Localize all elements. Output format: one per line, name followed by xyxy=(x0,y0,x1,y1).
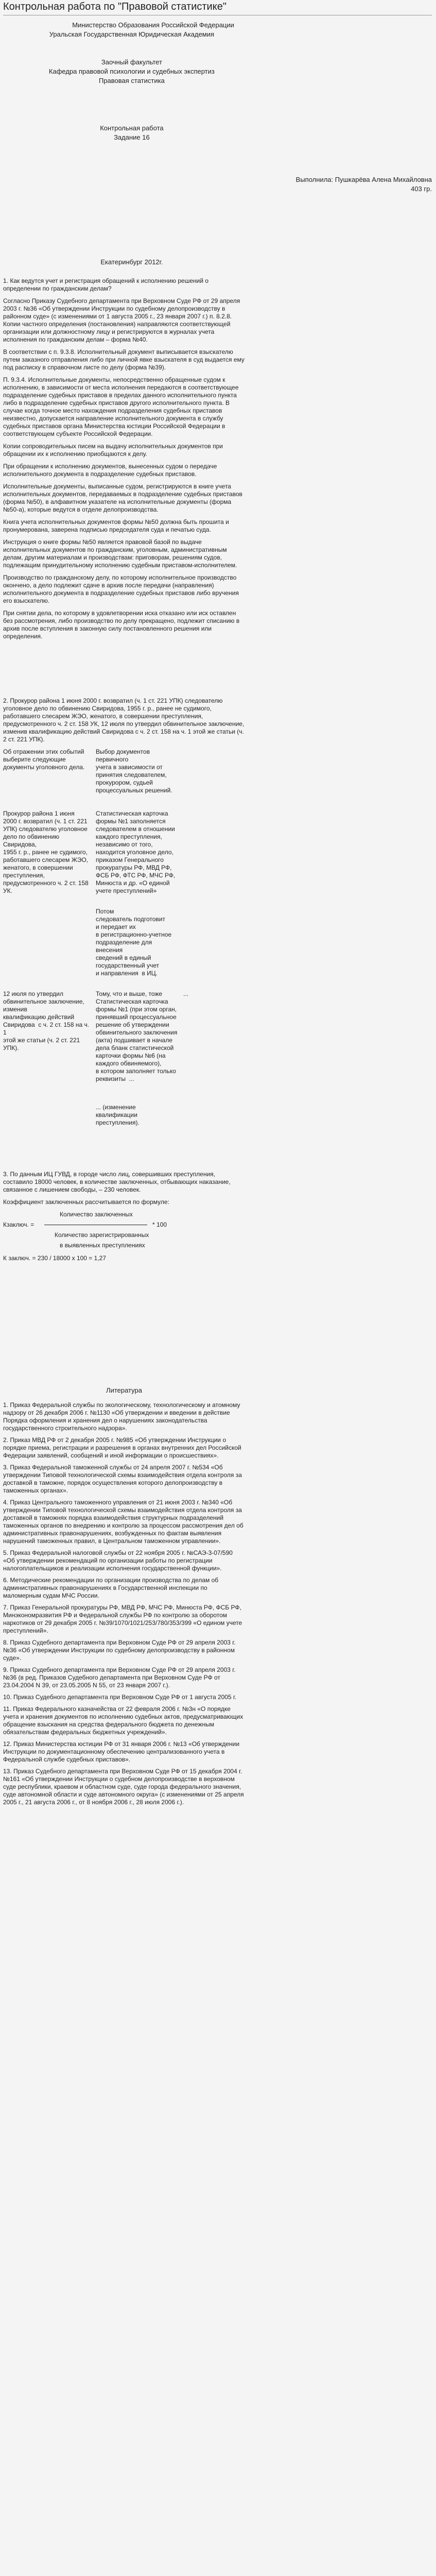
city-year: Екатеринбург 2012г. xyxy=(100,258,163,266)
reference-item: 11. Приказ Федерального казначейства от 22 февраля 2006 г. №3н «О порядке учета и хранения документов по исполнению судебных актов, предусматривающих обращение взыскания на средства федерального бюджета по денежным обязательствам федеральных бюджетных учреждений». xyxy=(3,1705,243,1736)
document-title: Контрольная работа по "Правовой статистике" xyxy=(3,1,226,12)
paragraph: Производство по гражданскому делу, по которому исполнительное производство окончено, а дело подлежит сдаче в архив после передачи (направления) исполнительного документа в подразделение судебных приставов либо вручения его взыскателю. xyxy=(3,574,239,604)
paragraph: Инструкция о книге формы №50 является правовой базой по выдаче исполнительных документов по гражданским, уголовным, административным делам, другим материалам и производствам: приговорам, решениям судов, подлежащим принудительному исполнению судебным приставом-исполнителем. xyxy=(3,538,237,569)
section-2-columns xyxy=(3,748,245,1140)
author-line: Выполнила: Пушкарёва Алена Михайловна xyxy=(295,176,432,183)
faculty-line: Заочный факультет xyxy=(101,58,162,66)
literature-section xyxy=(3,1386,245,1806)
department-line: Кафедра правовой психологии и судебных экспертиз xyxy=(48,67,215,75)
formula-result: К заключ. = 230 / 18000 x 100 = 1,27 xyxy=(3,1255,106,1262)
ministry-line: Министерство Образования Российской Федерации xyxy=(72,21,234,29)
paragraph: Копии сопроводительных писем на выдачу исполнительных документов при обращении их к исполнению приобщаются к делу. xyxy=(3,443,223,457)
reference-item: 6. Методические рекомендации по организации производства по делам об административных правонарушениях в Государственной инспекции по маломерным судам МЧС России. xyxy=(3,1577,219,1599)
column-bottom: ... (изменение квалификации преступления). xyxy=(96,1104,139,1126)
column-mid-3: Потом следователь подготовит и передает их в регистрационно-учетное подразделение для внесения сведений в единый государственный учет и направления в ИЦ. xyxy=(96,908,172,977)
academy-line: Уральская Государственная Юридическая Академия xyxy=(49,30,215,38)
reference-item: 5. Приказ Федеральной налоговой службы от 22 ноября 2005 г. №САЭ-3-07/590 «Об утверждении рекомендаций по организации работы по регистрации налогоплательщиков и реализации исполнения государственной функции». xyxy=(3,1549,233,1572)
column-mid-1: Выбор документов первичного учета в зависимости от принятия следователем, прокурором, судьей процессуальных решений. xyxy=(96,748,172,794)
literature-title: Литература xyxy=(106,1386,142,1394)
formula-denominator-2: в выявленных преступлениях xyxy=(60,1242,145,1249)
paragraph: При снятии дела, по которому в удовлетворении иска отказано или иск оставлен без рассмотрения, либо производство по делу прекращено, подлежит списанию в архив после вступления в законную силу постановленного решения или определения. xyxy=(3,609,240,640)
column-left-1: Об отражении этих событий выберите следующие документы уголовного дела. xyxy=(3,748,86,771)
work-line: Контрольная работа xyxy=(100,124,164,132)
title-page xyxy=(3,21,432,201)
formula xyxy=(3,1211,245,1267)
column-right-1: ... xyxy=(183,990,189,997)
column-left-2: Прокурор района 1 июня 2000 г. возвратил (ч. 1 ст. 221 УПК) следователю уголовное дело по обвинению Свиридова, 1955 г. р., ранее не судимого, работавшего слесарем ЖЭО, женатого, в совершении преступления, предусмотренного ч. 2 ст. 158 УК. xyxy=(3,810,89,894)
task-line: Задание 16 xyxy=(114,133,150,141)
section-1 xyxy=(3,277,245,640)
reference-item: 4. Приказ Центрального таможенного управления от 21 июня 2003 г. №340 «Об утверждении Типовой технологической схемы взаимодействия отдела контроля за доставкой в таможнях порядка взаимодействия структурных подразделений таможенных органов по внедрению и контролю за процессом рассмотрения дел об административных правонарушениях, возбужденных по фактам выявления нарушений таможенных правил, в Центральном таможенном управлении». xyxy=(3,1499,243,1545)
formula-multiplier: * 100 xyxy=(152,1221,167,1228)
column-left-3: 12 июля по утвердил обвинительное заключение, изменив квалификацию действий Свиридова с ч. 2 ст. 158 на ч. 1 этой же статьи (ч. 2 ст. 221 УПК). xyxy=(3,990,90,1052)
formula-numerator: Количество заключенных xyxy=(60,1211,133,1218)
reference-item: 12. Приказ Министерства юстиции РФ от 31 января 2006 г. №13 «Об утверждении Инструкции по документационному обеспечению централизованного учета в Федеральной службе судебных приставов». xyxy=(3,1740,240,1763)
paragraph: Книга учета исполнительных документов формы №50 должна быть прошита и пронумерована, заверена подписью председателя суда и печатью суда. xyxy=(3,518,229,533)
paragraph: В соответствии с п. 9.3.8. Исполнительный документ выписывается взыскателю путем заказного отправления либо при личной явке взыскателя в суд выдается ему под расписку в справочном листе по делу (форма №39). xyxy=(3,348,245,371)
paragraph: 1. Как ведутся учет и регистрация обращений к исполнению решений о определении по гражданским делам? xyxy=(3,277,209,292)
paragraph: П. 9.3.4. Исполнительные документы, непосредственно обращенные судом к исполнению, в зависимости от места исполнения передаются в соответствующее подразделение судебных приставов в пределах данного исполнительного пункта либо в подразделение судебных приставов другого исполнительного пункта. В случае когда точное место нахождения подразделения судебных приставов неизвестно, допускается направление исполнительного документа в службу судебных приставов органа Министерства юстиции Российской Федерации в соответствующем субъекте Российской Федерации. xyxy=(3,376,239,437)
reference-item: 13. Приказ Судебного департамента при Верховном Суде РФ от 15 декабря 2004 г. №161 «Об утверждении Инструкции о судебном делопроизводстве в верховном суде республики, краевом и областном суде, суде города федерального значения, суде автономной области и суде автономного округа» (с изменениями от 25 апреля 2005 г., 21 августа 2006 г., от 8 ноября 2006 г., 28 июля 2006 г.). xyxy=(3,1768,244,1806)
column-mid-2: Статистическая карточка формы №1 заполняется следователем в отношении каждого преступления, независимо от того, находится уголовное дело, приказом Генерального прокуратуры РФ, МВД РФ, ФСБ РФ, ФТС РФ, МЧС РФ, Минюста и др. «О единой учете преступлений» xyxy=(96,810,176,894)
reference-item: 7. Приказ Генеральной прокуратуры РФ, МВД РФ, МЧС РФ, Минюста РФ, ФСБ РФ, Минэкономразвития РФ и Федеральной службы РФ по контролю за оборотом наркотиков от 29 декабря 2005 г. №39/1070/1021/253/780/353/399 «О едином учете преступлений». xyxy=(3,1604,242,1634)
paragraph: Исполнительные документы, выписанные судом, регистрируются в книге учета исполнительных документов, передаваемых в подразделение судебных приставов (форма №50), в алфавитном указателе на исполнительные документы (форма №50-а), которые ведутся в отделе делопроизводства. xyxy=(3,483,242,513)
column-mid-4: Тому, что и выше, тоже Статистическая карточка формы №1 (при этом орган, принявший процессуальное решение об утверждении обвинительного заключения (акта) подшивает в начале дела бланк статистической карточки формы №6 (на каждого обвиняемого), в котором заполняет только реквизиты ... xyxy=(96,990,178,1082)
reference-item: 9. Приказ Судебного департамента при Верховном Суде РФ от 29 апреля 2003 г. №36 (в ред. Приказов Судебного департамента при Верховном Суде РФ от 23.04.2004 N 39, от 23.05.2005 N 55, от 23 января 2007 г.). xyxy=(3,1666,236,1689)
section-3-intro: 3. По данным ИЦ ГУВД, в городе число лиц, совершивших преступления, составило 18000 человек, в количестве заключенных, отбывающих наказание, связанное с лишением свободы, – 230 человек. xyxy=(3,1171,231,1193)
section-3 xyxy=(3,1171,245,1267)
paragraph: Согласно Приказу Судебного департамента при Верховном Суде РФ от 29 апреля 2003 г. №36 «Об утверждении Инструкции по судебному делопроизводству в районном суде» (с изменениями от 1 августа 2005 г., 23 января 2007 г.) п. 8.2.8. Копии частного определения (постановления) направляются соответствующей организации или должностному лицу и регистрируются в журналах учета исполнения по гражданским делам – форма №40. xyxy=(3,297,240,343)
section-2 xyxy=(3,697,245,1140)
paragraph: При обращении к исполнению документов, вынесенных судом о передаче исполнительного документа в подразделение судебных приставов. xyxy=(3,463,217,478)
reference-item: 2. Приказ МВД РФ от 2 декабря 2005 г. №985 «Об утверждении Инструкции о порядке приема, регистрации и разрешения в органах внутренних дел Российской Федерации заявлений, сообщений и иной информации о происшествиях». xyxy=(3,1436,241,1459)
formula-k: Кзаключ. = xyxy=(3,1221,34,1228)
reference-item: 8. Приказ Судебного департамента при Верховном Суде РФ от 29 апреля 2003 г. №36 «Об утверждении Инструкции по судебному делопроизводству в районном суде». xyxy=(3,1639,236,1662)
group-line: 403 гр. xyxy=(411,185,432,193)
reference-item: 1. Приказ Федеральной службы по экологическому, технологическому и атомному надзору от 26 декабря 2006 г. №1130 «Об утверждении и введении в действие Порядка оформления и хранения дел о нарушениях законодательства государственного строительного надзора». xyxy=(3,1401,240,1432)
section-3-task: Коэффициент заключенных рассчитывается по формуле: xyxy=(3,1198,169,1206)
section-2-intro: 2. Прокурор района 1 июня 2000 г. возвратил (ч. 1 ст. 221 УПК) следователю уголовное дело по обвинению Свиридова, 1955 г. р., ранее не судимого, работавшего слесарем ЖЭО, женатого, в совершении преступления, предусмотренного ч. 2 ст. 158 УК, 12 июля по утвердил обвинительное заключение, изменив квалификацию действий Свиридова с ч. 2 ст. 158 на ч. 1 этой же статьи (ч. 2 ст. 221 УПК). xyxy=(3,697,245,743)
subject-line: Правовая статистика xyxy=(98,77,165,84)
reference-item: 3. Приказ Федеральной таможенной службы от 24 апреля 2007 г. №534 «Об утверждении Типовой технологической схемы взаимодействия отдела контроля за доставкой в таможне, порядок осуществления которого делопроизводству в таможенных органах». xyxy=(3,1464,242,1494)
formula-denominator-1: Количество зарегистрированных xyxy=(55,1231,149,1239)
reference-item: 10. Приказ Судебного департамента при Верховном Суде РФ от 1 августа 2005 г. xyxy=(3,1693,237,1701)
document-page xyxy=(3,0,432,1810)
